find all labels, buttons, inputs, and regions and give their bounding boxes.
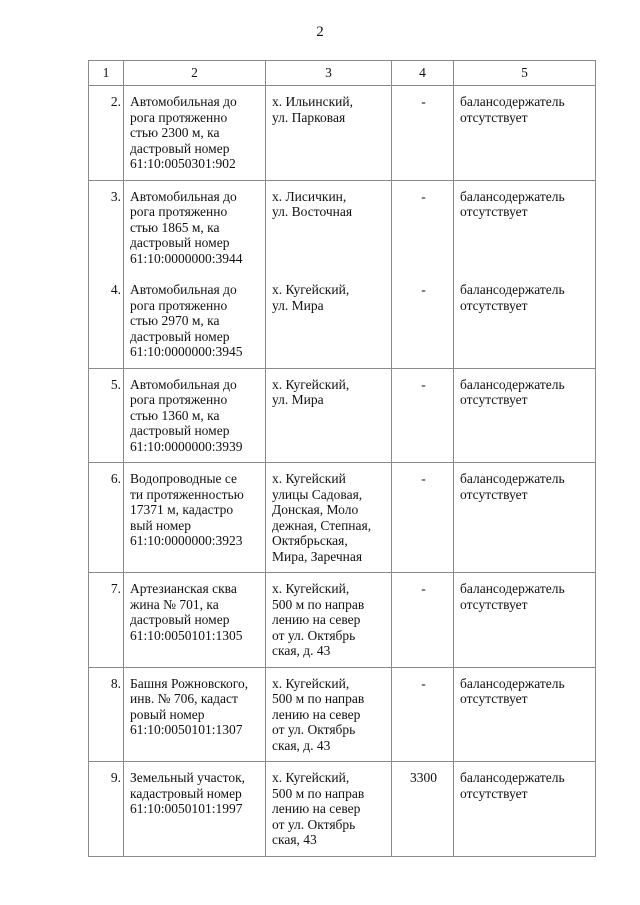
- object-value: -: [392, 463, 454, 573]
- object-value: -: [392, 573, 454, 668]
- column-header-4: 4: [392, 61, 454, 86]
- object-description: Башня Рожновского, инв. № 706, кадаст ровый номер 61:10:0050101:1307: [124, 667, 266, 762]
- object-description: Земельный участок, кадастровый номер 61:10:0050101:1997: [124, 762, 266, 857]
- row-number: 2.: [89, 86, 124, 181]
- object-value: -: [392, 180, 454, 274]
- row-number: 8.: [89, 667, 124, 762]
- column-header-2: 2: [124, 61, 266, 86]
- object-value: -: [392, 274, 454, 368]
- object-address: х. Кугейский, ул. Мира: [266, 368, 392, 463]
- row-number: 3.: [89, 180, 124, 274]
- table-row: [89, 573, 596, 668]
- object-value: -: [392, 368, 454, 463]
- balance-holder: балансодержатель отсутствует: [454, 368, 596, 463]
- object-description: Водопроводные се ти протяженностью 17371 м, кадастро вый номер 61:10:0000000:3923: [124, 463, 266, 573]
- column-header-3: 3: [266, 61, 392, 86]
- row-number: 6.: [89, 463, 124, 573]
- balance-holder: балансодержатель отсутствует: [454, 463, 596, 573]
- table-row: [89, 274, 596, 368]
- object-value: 3300: [392, 762, 454, 857]
- object-value: -: [392, 667, 454, 762]
- table-row: [89, 180, 596, 274]
- object-value: -: [392, 86, 454, 181]
- balance-holder: балансодержатель отсутствует: [454, 274, 596, 368]
- table-row: [89, 368, 596, 463]
- column-header-1: 1: [89, 61, 124, 86]
- object-address: х. Кугейский, 500 м по направ лению на север от ул. Октябрь ская, д. 43: [266, 667, 392, 762]
- header-row: [89, 61, 596, 86]
- row-number: 4.: [89, 274, 124, 368]
- table-row: [89, 667, 596, 762]
- balance-holder: балансодержатель отсутствует: [454, 180, 596, 274]
- object-description: Автомобильная до рога протяженно стью 1865 м, ка дастровый номер 61:10:0000000:3944: [124, 180, 266, 274]
- object-description: Автомобильная до рога протяженно стью 2300 м, ка дастровый номер 61:10:0050301:902: [124, 86, 266, 181]
- object-description: Артезианская сква жина № 701, ка дастровый номер 61:10:0050101:1305: [124, 573, 266, 668]
- object-description: Автомобильная до рога протяженно стью 1360 м, ка дастровый номер 61:10:0000000:3939: [124, 368, 266, 463]
- row-number: 5.: [89, 368, 124, 463]
- object-address: х. Кугейский, ул. Мира: [266, 274, 392, 368]
- property-table: [88, 60, 596, 857]
- table-row: [89, 463, 596, 573]
- object-description: Автомобильная до рога протяженно стью 2970 м, ка дастровый номер 61:10:0000000:3945: [124, 274, 266, 368]
- row-number: 7.: [89, 573, 124, 668]
- table-row: [89, 762, 596, 857]
- table-row: [89, 86, 596, 181]
- row-number: 9.: [89, 762, 124, 857]
- object-address: х. Кугейский, 500 м по направ лению на север от ул. Октябрь ская, д. 43: [266, 573, 392, 668]
- object-address: х. Кугейский улицы Садовая, Донская, Моло дежная, Степная, Октябрьская, Мира, Заречная: [266, 463, 392, 573]
- object-address: х. Кугейский, 500 м по направ лению на север от ул. Октябрь ская, 43: [266, 762, 392, 857]
- column-header-5: 5: [454, 61, 596, 86]
- page-number: 2: [316, 24, 324, 40]
- balance-holder: балансодержатель отсутствует: [454, 86, 596, 181]
- balance-holder: балансодержатель отсутствует: [454, 762, 596, 857]
- balance-holder: балансодержатель отсутствует: [454, 667, 596, 762]
- object-address: х. Лисичкин, ул. Восточная: [266, 180, 392, 274]
- object-address: х. Ильинский, ул. Парковая: [266, 86, 392, 181]
- balance-holder: балансодержатель отсутствует: [454, 573, 596, 668]
